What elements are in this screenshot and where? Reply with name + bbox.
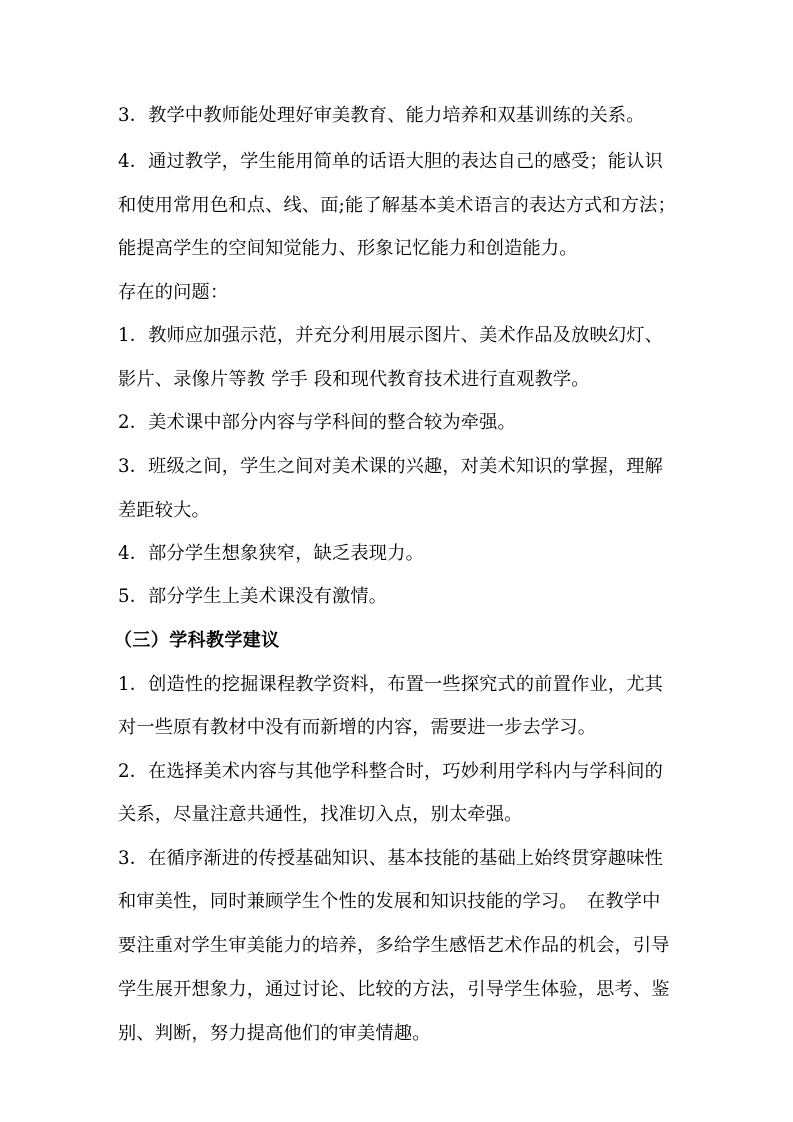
text-line: 2．在选择美术内容与其他学科整合时，巧妙利用学科内与学科间的: [118, 761, 664, 782]
text-line: 能提高学生的空间知觉能力、形象记忆能力和创造能力。: [118, 238, 578, 259]
text-line: 1．创造性的挖掘课程教学资料，布置一些探究式的前置作业，尤其: [118, 674, 664, 695]
text-line: 5．部分学生上美术课没有激情。: [118, 586, 388, 607]
section-heading: （三）学科教学建议: [114, 630, 280, 651]
text-line: 影片、录像片等教 学手 段和现代教育技术进行直观教学。: [118, 369, 590, 390]
text-line: 对一些原有教材中没有而新增的内容，需要进一步去学习。: [118, 717, 597, 738]
text-line: 4．通过教学，学生能用简单的话语大胆的表达自己的感受；能认识: [118, 151, 664, 172]
text-line: 3．班级之间，学生之间对美术课的兴趣，对美术知识的掌握，理解: [118, 456, 664, 477]
text-line: 差距较大。: [118, 500, 210, 521]
text-line: 要注重对学生审美能力的培养，多给学生感悟艺术作品的机会，引导: [118, 935, 670, 956]
text-line: 4．部分学生想象狭窄，缺乏表现力。: [118, 543, 424, 564]
text-line: 1．教师应加强示范，并充分利用展示图片、美术作品及放映幻灯、: [118, 325, 664, 346]
text-line: 和审美性，同时兼顾学生个性的发展和知识技能的学习。 在教学中: [118, 891, 661, 912]
text-line: 关系，尽量注意共通性，找准切入点，别太牵强。: [118, 804, 523, 825]
text-line: 3．教学中教师能处理好审美教育、能力培养和双基训练的关系。: [118, 105, 645, 126]
text-line: 学生展开想象力，通过讨论、比较的方法，引导学生体验，思考、鉴: [118, 979, 670, 1000]
text-line: 存在的问题：: [118, 282, 229, 303]
text-line: 别、判断，努力提高他们的审美情趣。: [118, 1023, 431, 1044]
text-line: 2．美术课中部分内容与学科间的整合较为牵强。: [118, 412, 516, 433]
text-line: 和使用常用色和点、线、面;能了解基本美术语言的表达方式和方法；: [118, 195, 676, 216]
text-line: 3．在循序渐进的传授基础知识、基本技能的基础上始终贯穿趣味性: [118, 848, 664, 869]
